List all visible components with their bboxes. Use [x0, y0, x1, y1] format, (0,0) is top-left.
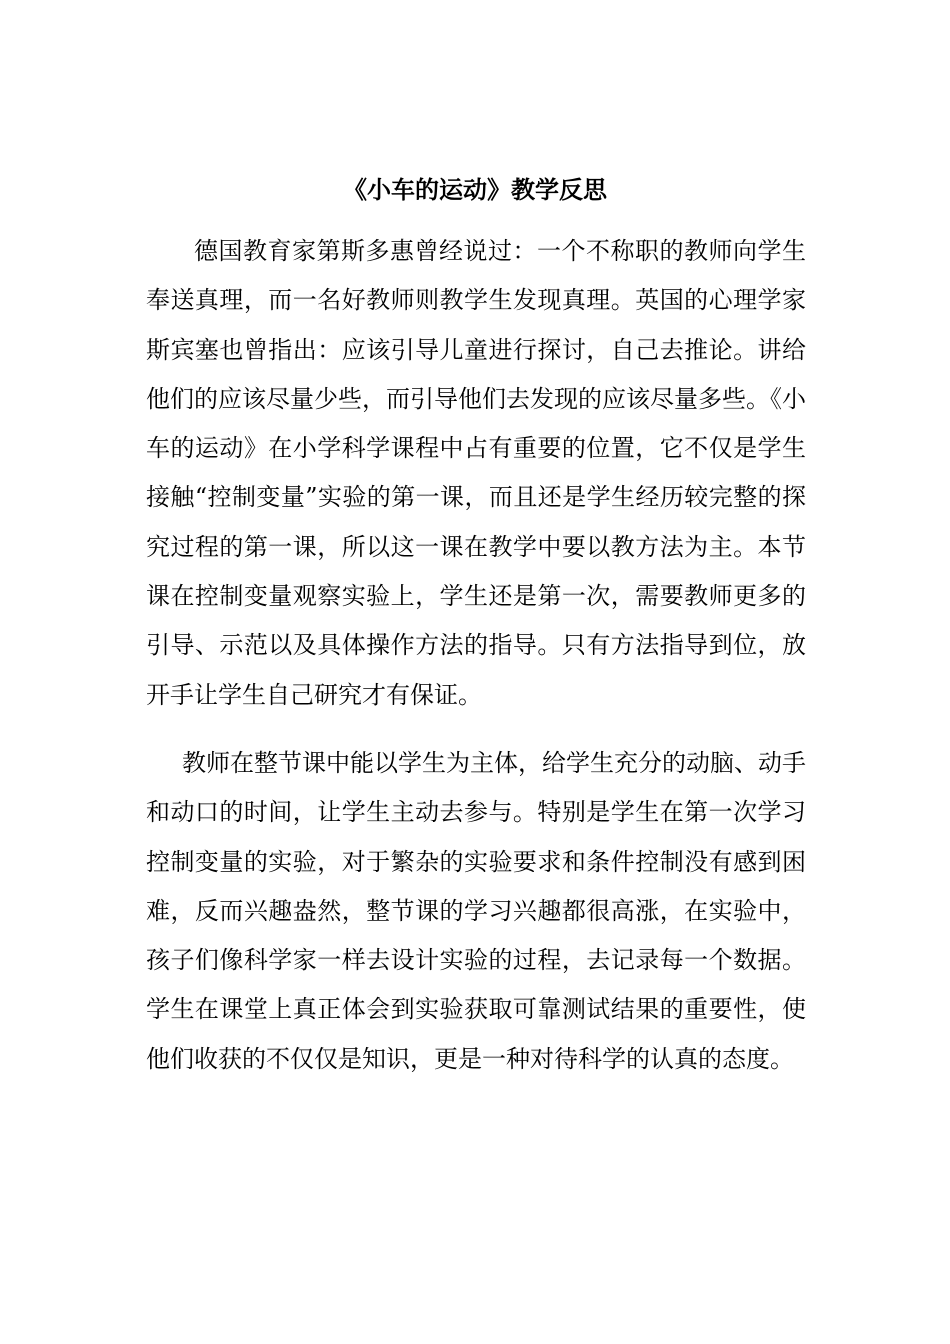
paragraph-1: 德国教育家第斯多惠曾经说过：一个不称职的教师向学生奉送真理，而一名好教师则教学生发现真理。英国的心理学家斯宾塞也曾指出：应该引导儿童进行探讨，自己去推论。讲给他们的应该尽量少些，而引导他们去发现的应该尽量多些。《小车的运动》在小学科学课程中占有重要的位置，它不仅是学生接触“控制变量”实验的第一课，而且还是学生经历较完整的探究过程的第一课，所以这一课在教学中要以教方法为主。本节课在控制变量观察实验上，学生还是第一次，需要教师更多的引导、示范以及具体操作方法的指导。只有方法指导到位，放开手让学生自己研究才有保证。: [146, 237, 806, 709]
document-title: 《小车的运动》教学反思: [343, 176, 607, 204]
paragraph-2: 教师在整节课中能以学生为主体，给学生充分的动脑、动手和动口的时间，让学生主动去参与。特别是学生在第一次学习控制变量的实验，对于繁杂的实验要求和条件控制没有感到困难，反而兴趣盎然，整节课的学习兴趣都很高涨，在实验中，孩子们像科学家一样去设计实验的过程，去记录每一个数据。学生在课堂上真正体会到实验获取可靠测试结果的重要性，使他们收获的不仅仅是知识，更是一种对待科学的认真的态度。: [146, 749, 806, 1073]
